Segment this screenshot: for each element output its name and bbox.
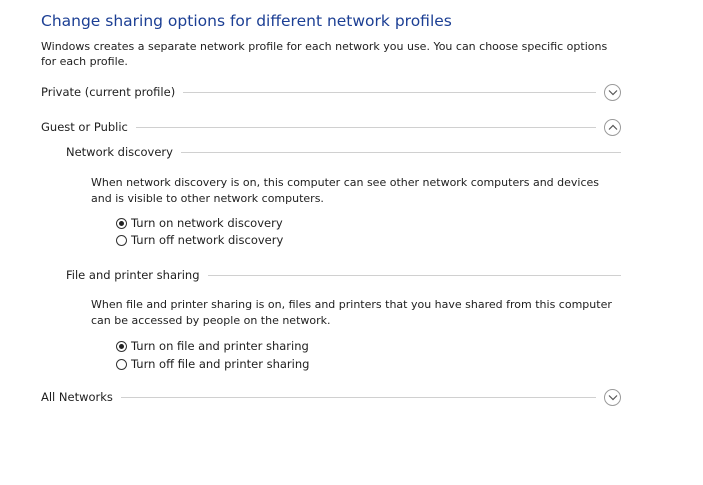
profile-all-networks-header[interactable] (41, 387, 621, 407)
radio-turn-off-network-discovery[interactable] (116, 232, 283, 248)
radio-selected-dot (119, 221, 124, 226)
divider (121, 397, 596, 398)
radio-button[interactable] (116, 218, 127, 229)
divider (208, 275, 621, 276)
divider (181, 152, 621, 153)
radio-label: Turn on network discovery (131, 216, 283, 230)
divider (136, 127, 596, 128)
radio-selected-dot (119, 344, 124, 349)
page-description: Windows creates a separate network profile for each network you use. You can choose specific options for each profile. (41, 40, 608, 68)
radio-turn-off-file-printer-sharing[interactable] (116, 356, 309, 372)
file-printer-sharing-heading: File and printer sharing (66, 268, 200, 282)
profile-guest-public-label: Guest or Public (41, 120, 128, 134)
page-title: Change sharing options for different network profiles (41, 12, 452, 30)
radio-turn-on-file-printer-sharing[interactable] (116, 338, 309, 354)
radio-turn-on-network-discovery[interactable] (116, 215, 283, 231)
chevron-up-icon[interactable] (604, 119, 621, 136)
chevron-down-icon[interactable] (604, 84, 621, 101)
radio-label: Turn off network discovery (131, 233, 284, 247)
chevron-down-icon[interactable] (604, 389, 621, 406)
radio-button[interactable] (116, 359, 127, 370)
divider (183, 92, 596, 93)
profile-private-header[interactable] (41, 82, 621, 102)
radio-label: Turn on file and printer sharing (131, 339, 309, 353)
profile-guest-public-header[interactable] (41, 117, 621, 137)
radio-button[interactable] (116, 235, 127, 246)
profile-private-label: Private (current profile) (41, 85, 176, 99)
network-discovery-heading: Network discovery (66, 145, 173, 159)
radio-button[interactable] (116, 341, 127, 352)
file-printer-sharing-header (66, 265, 621, 285)
radio-label: Turn off file and printer sharing (131, 357, 310, 371)
network-discovery-description: When network discovery is on, this computer can see other network computers and devices and is visible to other network computers. (91, 176, 600, 205)
file-printer-sharing-description: When file and printer sharing is on, files and printers that you have shared from this computer can be accessed by people on the network. (91, 298, 612, 327)
profile-all-networks-label: All Networks (41, 390, 113, 404)
network-discovery-header (66, 142, 621, 162)
